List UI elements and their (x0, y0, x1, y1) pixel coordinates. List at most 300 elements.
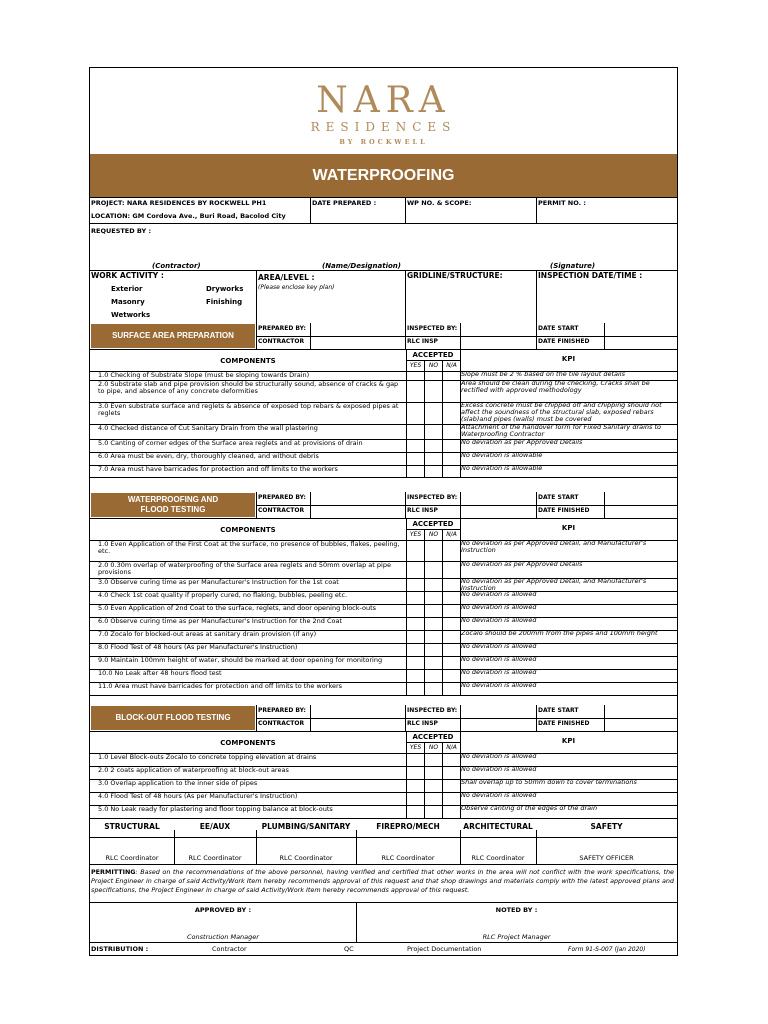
checklist-item: 3.0 Overlap application to the inner side of pipes (98, 779, 258, 787)
na-checkbox[interactable] (442, 439, 460, 452)
na-checkbox[interactable] (442, 805, 460, 818)
no-checkbox[interactable] (424, 380, 442, 402)
na-checkbox[interactable] (442, 604, 460, 617)
divider (424, 617, 425, 630)
kpi-header: KPI (561, 524, 576, 532)
checklist-item: 1.0 Even Application of the First Coat at the surface, no presence of bubbles, flakes, peeling, etc. (98, 540, 400, 555)
yes-checkbox[interactable] (406, 656, 424, 669)
date-finished-label: DATE FINISHED (538, 507, 590, 514)
divider (406, 591, 407, 604)
no-checkbox[interactable] (424, 617, 442, 630)
divider (406, 630, 407, 643)
divider (424, 753, 425, 766)
no-checkbox[interactable] (424, 766, 442, 779)
yes-checkbox[interactable] (406, 371, 424, 380)
yes-checkbox[interactable] (406, 669, 424, 682)
checklist-item: 1.0 Checking of Substrate Slope (must be sloping towards Drain) (98, 371, 310, 379)
logo-subtitle: RESIDENCES (310, 120, 457, 134)
divider (604, 705, 605, 731)
na-checkbox[interactable] (442, 402, 460, 424)
discipline-role: SAFETY OFFICER (579, 854, 634, 862)
divider (442, 643, 443, 656)
construction-manager-caption: Construction Manager (187, 933, 259, 941)
divider (406, 424, 407, 439)
yes-checkbox[interactable] (406, 380, 424, 402)
divider (406, 371, 407, 380)
accepted-header: ACCEPTED (412, 351, 454, 359)
form-number: Form 91-S-007 (Jan 2020) (568, 946, 646, 953)
no-checkbox[interactable] (424, 643, 442, 656)
divider (460, 792, 461, 805)
divider (460, 465, 461, 477)
no-checkbox[interactable] (424, 452, 442, 465)
divider (406, 753, 407, 766)
divider (442, 439, 443, 452)
divider (406, 766, 407, 779)
divider (256, 718, 677, 719)
yes-checkbox[interactable] (406, 604, 424, 617)
checklist-item: 5.0 No Leak ready for plastering and floor topping balance at block-outs (98, 805, 333, 813)
divider (406, 731, 407, 753)
checkbox-wetworks[interactable]: Wetworks (111, 311, 151, 319)
section-title-line: BLOCK-OUT FLOOD TESTING (115, 713, 231, 722)
yes-header: YES (409, 362, 422, 369)
divider (406, 380, 407, 402)
divider (256, 505, 677, 506)
divider (460, 518, 461, 540)
checklist-item: 7.0 Area must have barricades for protection and off limits to the workers (98, 465, 338, 473)
na-checkbox[interactable] (442, 669, 460, 682)
checkbox-exterior[interactable]: Exterior (111, 285, 143, 293)
divider (442, 561, 443, 578)
components-header: COMPONENTS (220, 739, 276, 747)
divider (424, 452, 425, 465)
na-header: N/A (446, 362, 457, 369)
divider (90, 695, 677, 696)
divider (460, 371, 461, 380)
divider (424, 682, 425, 695)
kpi-text: Area should be clean during the checking, Cracks shall be rectified with approved methodology (461, 380, 650, 394)
kpi-text: Observe canting of the edges of the drain (461, 805, 598, 812)
divider (406, 540, 407, 561)
divider (460, 561, 461, 578)
contractor-label: CONTRACTOR (258, 720, 305, 727)
na-checkbox[interactable] (442, 630, 460, 643)
kpi-text: No deviation as per Approved Details (461, 439, 583, 446)
divider (424, 360, 425, 371)
divider (90, 349, 677, 350)
no-checkbox[interactable] (424, 371, 442, 380)
yes-checkbox[interactable] (406, 643, 424, 656)
work-activity-label: WORK ACTIVITY : (91, 271, 164, 280)
no-checkbox[interactable] (424, 578, 442, 591)
na-checkbox[interactable] (442, 380, 460, 402)
na-checkbox[interactable] (442, 617, 460, 630)
yes-checkbox[interactable] (406, 766, 424, 779)
divider (442, 371, 443, 380)
na-checkbox[interactable] (442, 656, 460, 669)
divider (536, 705, 537, 731)
divider (424, 561, 425, 578)
divider (460, 492, 461, 518)
divider (460, 669, 461, 682)
noted-by-label: NOTED BY : (495, 906, 538, 914)
divider (442, 753, 443, 766)
section-title-line: FLOOD TESTING (140, 505, 206, 514)
divider (460, 766, 461, 779)
kpi-text: Slope must be 2 % based on the tile layout details (461, 371, 625, 378)
yes-checkbox[interactable] (406, 617, 424, 630)
kpi-text: Attachment of the handover form for Fixed Sanitary drains to Waterproofing Contractor (461, 424, 662, 438)
divider (460, 656, 461, 669)
divider (460, 380, 461, 402)
checklist-item: 5.0 Even Application of 2nd Coat to the surface, reglets, and door opening block-outs (98, 604, 377, 612)
divider (442, 779, 443, 792)
yes-checkbox[interactable] (406, 540, 424, 561)
yes-checkbox[interactable] (406, 792, 424, 805)
na-header: N/A (446, 531, 457, 538)
inspected-by-label: INSPECTED BY: (407, 707, 458, 714)
divider (256, 830, 257, 864)
section-title-line: SURFACE AREA PREPARATION (112, 331, 234, 340)
contractor-caption: (Contractor) (152, 262, 201, 270)
no-checkbox[interactable] (424, 604, 442, 617)
divider (406, 439, 407, 452)
divider (460, 731, 461, 753)
checkbox-finishing[interactable]: Finishing (206, 298, 243, 306)
distribution-qc: QC (344, 945, 354, 953)
permitting-label: PERMITTING (91, 868, 136, 876)
divider (442, 465, 443, 477)
na-checkbox[interactable] (442, 792, 460, 805)
no-checkbox[interactable] (424, 682, 442, 695)
checklist-item: 4.0 Checked distance of Cut Sanitary Drain from the wall plastering (98, 424, 318, 432)
kpi-text: Shall overlap up to 50mm down to cover terminations (461, 779, 637, 786)
yes-checkbox[interactable] (406, 402, 424, 424)
divider (356, 830, 357, 864)
divider (460, 604, 461, 617)
checklist-item: 3.0 Even substrate surface and reglets & absence of exposed top rebars & exposed pipes at reglets (98, 402, 399, 417)
divider (442, 591, 443, 604)
no-checkbox[interactable] (424, 805, 442, 818)
project-manager-caption: RLC Project Manager (482, 933, 551, 941)
checklist-item: 7.0 Zocalo for blocked-out areas at sanitary drain provision (if any) (98, 630, 317, 638)
divider (460, 630, 461, 643)
divider (442, 604, 443, 617)
divider (406, 779, 407, 792)
checklist-item: 4.0 Flood Test of 48 hours (As per Manufacturer's Instruction) (98, 792, 298, 800)
na-checkbox[interactable] (442, 424, 460, 439)
divider (460, 753, 461, 766)
yes-checkbox[interactable] (406, 805, 424, 818)
no-header: NO (428, 531, 439, 538)
components-header: COMPONENTS (220, 526, 276, 534)
divider (424, 380, 425, 402)
divider (90, 518, 677, 519)
no-checkbox[interactable] (424, 792, 442, 805)
divider (406, 518, 407, 540)
divider (424, 742, 425, 753)
divider (406, 578, 407, 591)
checklist-item: 1.0 Level Block-outs Zocalo to concrete topping elevation at drains (98, 753, 317, 761)
divider (442, 452, 443, 465)
divider (460, 682, 461, 695)
na-checkbox[interactable] (442, 371, 460, 380)
divider (442, 617, 443, 630)
rlc-insp-label: RLC INSP (407, 338, 438, 345)
divider (310, 492, 311, 518)
yes-checkbox[interactable] (406, 424, 424, 439)
divider (424, 439, 425, 452)
divider (460, 591, 461, 604)
divider (406, 792, 407, 805)
no-checkbox[interactable] (424, 402, 442, 424)
date-finished-label: DATE FINISHED (538, 338, 590, 345)
na-checkbox[interactable] (442, 452, 460, 465)
kpi-text: No deviation is allowed (461, 753, 537, 760)
date-start-label: DATE START (538, 494, 579, 501)
kpi-text: No deviation is allowed (461, 643, 537, 650)
kpi-text: No deviation is allowed (461, 669, 537, 676)
divider (442, 630, 443, 643)
divider (460, 805, 461, 818)
no-checkbox[interactable] (424, 439, 442, 452)
divider (460, 617, 461, 630)
checklist-item: 4.0 Check 1st coat quality if properly cured, no flaking, bubbles, peeling etc. (98, 591, 348, 599)
divider (406, 805, 407, 818)
no-checkbox[interactable] (424, 465, 442, 477)
checklist-item: 11.0 Area must have barricades for protection and off limits to the workers (98, 682, 343, 690)
discipline-role: RLC Coordinator (279, 854, 333, 862)
yes-checkbox[interactable] (406, 439, 424, 452)
kpi-text: No deviation is allowed (461, 792, 537, 799)
section-title (91, 493, 255, 517)
permitting-paragraph (91, 868, 674, 895)
approved-by-label: APPROVED BY : (194, 906, 252, 914)
divider (460, 540, 461, 561)
yes-checkbox[interactable] (406, 578, 424, 591)
divider (424, 805, 425, 818)
kpi-text: No deviation is allowable (461, 465, 543, 472)
divider (460, 830, 461, 864)
divider (460, 643, 461, 656)
kpi-header: KPI (561, 737, 576, 745)
divider (406, 742, 460, 743)
discipline-role: RLC Coordinator (105, 854, 159, 862)
divider (256, 705, 257, 731)
contractor-label: CONTRACTOR (258, 338, 305, 345)
kpi-text: No deviation is allowed (461, 604, 537, 611)
no-checkbox[interactable] (424, 753, 442, 766)
divider (424, 465, 425, 477)
yes-checkbox[interactable] (406, 779, 424, 792)
divider (442, 805, 443, 818)
divider (460, 323, 461, 349)
checklist-item: 2.0 Substrate slab and pipe provision should be structurally sound, absence of cracks & gap to pipe, and absence of any concrete deformities (98, 380, 399, 395)
discipline-name: STRUCTURAL (104, 822, 160, 831)
yes-checkbox[interactable] (406, 452, 424, 465)
date-finished-label: DATE FINISHED (538, 720, 590, 727)
divider (442, 402, 443, 424)
divider (310, 705, 311, 731)
no-checkbox[interactable] (424, 424, 442, 439)
divider (424, 630, 425, 643)
logo-byline: BY ROCKWELL (339, 138, 428, 146)
discipline-name: ARCHITECTURAL (463, 822, 533, 831)
kpi-text: No deviation is allowed (461, 591, 537, 598)
kpi-text: Zocalo should be 200mm from the pipes and 100mm height (461, 630, 658, 637)
divider (406, 656, 407, 669)
no-checkbox[interactable] (424, 630, 442, 643)
kpi-text: No deviation is allowed (461, 682, 537, 689)
discipline-name: FIREPRO/MECH (376, 822, 440, 831)
na-checkbox[interactable] (442, 591, 460, 604)
divider (90, 818, 677, 819)
kpi-text: No deviation is allowable (461, 452, 543, 459)
kpi-text: No deviation as per Approved Detail, and Manufacturer's Instruction (461, 578, 647, 591)
date-start-label: DATE START (538, 325, 579, 332)
divider (442, 742, 443, 753)
date-start-label: DATE START (538, 707, 579, 714)
yes-header: YES (409, 531, 422, 538)
checklist-item: 9.0 Maintain 100mm height of water, should be marked at door opening for monitoring (98, 656, 383, 664)
na-checkbox[interactable] (442, 779, 460, 792)
divider (442, 424, 443, 439)
distribution-contractor: Contractor (212, 945, 247, 953)
prepared-by-label: PREPARED BY: (258, 494, 306, 501)
no-checkbox[interactable] (424, 561, 442, 578)
divider (460, 705, 461, 731)
divider (405, 323, 406, 349)
checklist-item: 8.0 Flood Test of 48 hours (As per Manufacturer's Instruction) (98, 643, 298, 651)
divider (604, 323, 605, 349)
divider (405, 705, 406, 731)
divider (424, 792, 425, 805)
discipline-role: RLC Coordinator (381, 854, 435, 862)
no-checkbox[interactable] (424, 591, 442, 604)
divider (442, 540, 443, 561)
divider (604, 492, 605, 518)
project-location: LOCATION: GM Cordova Ave., Buri Road, Bacolod City (91, 212, 286, 220)
checklist-item: 2.0 2 coats application of waterproofing at block-out areas (98, 766, 289, 774)
divider (536, 323, 537, 349)
divider (90, 477, 677, 478)
yes-checkbox[interactable] (406, 753, 424, 766)
kpi-text: No deviation is allowed (461, 766, 537, 773)
checklist-item: 6.0 Observe curing time as per Manufacturer's Instruction for the 2nd Coat (98, 617, 343, 625)
divider (256, 323, 257, 349)
prepared-by-label: PREPARED BY: (258, 325, 306, 332)
divider (424, 643, 425, 656)
inspected-by-label: INSPECTED BY: (407, 325, 458, 332)
divider (442, 792, 443, 805)
divider (256, 336, 677, 337)
divider (442, 669, 443, 682)
signature-caption: (Signature) (550, 262, 596, 270)
accepted-header: ACCEPTED (412, 733, 454, 741)
na-checkbox[interactable] (442, 682, 460, 695)
na-checkbox[interactable] (442, 540, 460, 561)
section-title (91, 706, 255, 730)
divider (460, 349, 461, 371)
divider (424, 371, 425, 380)
divider (442, 529, 443, 540)
divider (406, 452, 407, 465)
yes-checkbox[interactable] (406, 465, 424, 477)
divider (310, 323, 311, 349)
checklist-item: 10.0 No Leak after 48 hours flood test (98, 669, 222, 677)
section-title-line: WATERPROOFING AND (127, 495, 219, 504)
na-checkbox[interactable] (442, 643, 460, 656)
no-header: NO (428, 362, 439, 369)
divider (460, 779, 461, 792)
na-checkbox[interactable] (442, 766, 460, 779)
yes-checkbox[interactable] (406, 682, 424, 695)
inspection-form (89, 67, 678, 956)
kpi-text: No deviation is allowed (461, 656, 537, 663)
no-checkbox[interactable] (424, 656, 442, 669)
divider (406, 682, 407, 695)
permitting-text: : Based on the recommendations of the above personnel, having verified and certified that other works in the area will not conflict with the work specifications, the Project Engineer in charge of said Activity/Work Item hereby recommends approval of this request and that shop drawings and materials comply with the latest approved plans and specifications, the Project Engineer in charge of said Activity/Work Item hereby recommends approval of this request. (91, 868, 674, 894)
no-checkbox[interactable] (424, 779, 442, 792)
divider (536, 830, 537, 864)
components-header: COMPONENTS (220, 357, 276, 365)
divider (424, 529, 425, 540)
area-note: (Please enclose key plan) (258, 284, 335, 291)
rlc-insp-label: RLC INSP (407, 720, 438, 727)
no-checkbox[interactable] (424, 540, 442, 561)
divider (90, 731, 677, 732)
yes-checkbox[interactable] (406, 591, 424, 604)
contractor-label: CONTRACTOR (258, 507, 305, 514)
divider (424, 424, 425, 439)
divider (460, 439, 461, 452)
kpi-text: No deviation is allowed (461, 617, 537, 624)
divider (442, 578, 443, 591)
checkbox-masonry[interactable]: Masonry (111, 298, 145, 306)
divider (442, 682, 443, 695)
checkbox-dryworks[interactable]: Dryworks (206, 285, 244, 293)
date-prepared-label: DATE PREPARED : (312, 199, 377, 207)
na-checkbox[interactable] (442, 578, 460, 591)
divider (442, 656, 443, 669)
divider (424, 578, 425, 591)
yes-checkbox[interactable] (406, 630, 424, 643)
divider (424, 779, 425, 792)
inspection-date-label: INSPECTION DATE/TIME : (538, 271, 643, 280)
na-checkbox[interactable] (442, 561, 460, 578)
divider (406, 360, 460, 361)
na-checkbox[interactable] (442, 465, 460, 477)
no-header: NO (428, 744, 439, 751)
wp-no-label: WP NO. & SCOPE: (407, 199, 472, 207)
checklist-item: 3.0 Observe curing time as per Manufacturer's Instruction for the 1st coat (98, 578, 339, 586)
discipline-name: PLUMBING/SANITARY (261, 822, 351, 831)
no-checkbox[interactable] (424, 669, 442, 682)
discipline-role: RLC Coordinator (471, 854, 525, 862)
divider (460, 452, 461, 465)
divider (424, 656, 425, 669)
yes-checkbox[interactable] (406, 561, 424, 578)
divider (424, 591, 425, 604)
divider (406, 643, 407, 656)
divider (442, 380, 443, 402)
discipline-name: EE/AUX (199, 822, 231, 831)
na-header: N/A (446, 744, 457, 751)
divider (460, 424, 461, 439)
divider (424, 402, 425, 424)
na-checkbox[interactable] (442, 753, 460, 766)
